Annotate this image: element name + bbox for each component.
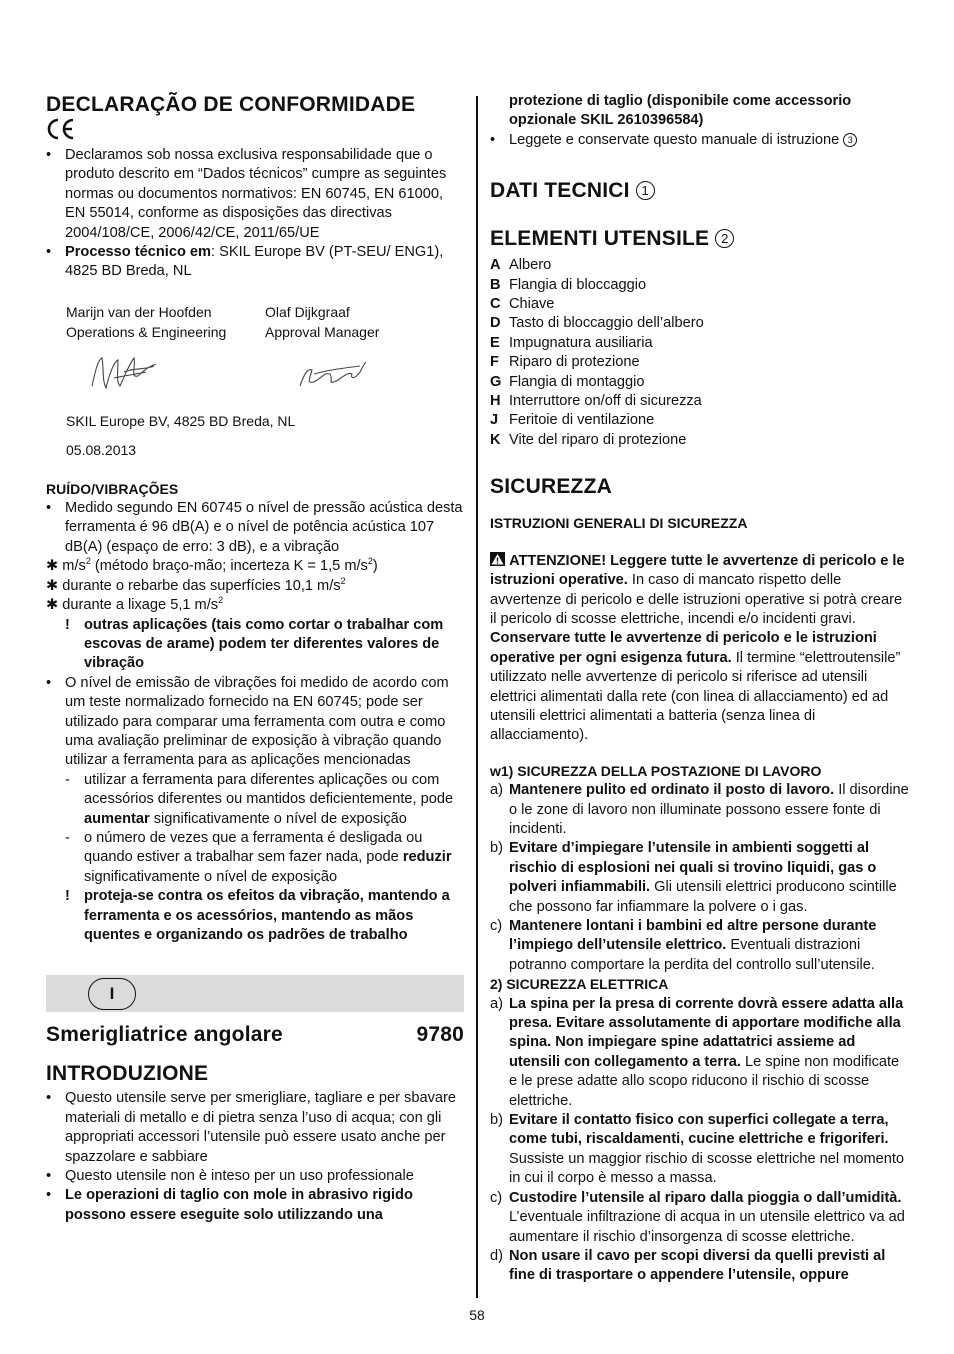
part-item [490,276,910,295]
signatory-2-role: Approval Manager [265,323,380,340]
part-item [490,411,910,430]
part-key: G [490,373,502,390]
part-label: Interruttore on/off di sicurezza [509,393,702,410]
signatory-2-name: Olaf Dijkgraaf [265,303,350,320]
part-label: Vite del riparo di protezione [509,431,687,448]
vibration-warning-2: ! proteja-se contra os efeitos da vibração, mantendo a ferramenta e os acessórios, mantendo as mãos quentes e organizando os padrões de trabalho [65,888,450,943]
part-item [490,431,910,450]
work-area-item: a) Mantenere pulito ed ordinato il posto di lavoro. Il disordine o le zone di lavoro non illuminate possono essere fonte di incidenti. [490,782,909,837]
vibration-dash-1: - utilizar a ferramenta para diferentes aplicações ou com acessórios diferentes ou mantidos deficientemente, pode aumentar significativamente o nível de exposição [65,771,454,827]
electrical-safety-item: d) Non usare il cavo per scopi diversi da quelli previsti al fine di trasportare o appendere l’utensile, oppure [490,1247,886,1284]
part-label: Flangia di montaggio [509,373,645,390]
vibration-bullet: • O nível de emissão de vibrações foi medido de acordo com um teste normalizado fornecido na EN 60745; pode ser utilizado para comparar uma ferramenta com outra e como uma avaliação preliminar de exposição à vibração quando utilizar a ferramenta para as aplicações mencionadas - utilizar a ferramenta para diferentes aplicações ou com acessórios diferentes ou mantidos deficientemente, pode aumentar significativamente o nível de exposição - o número de vezes que a ferramenta é desligada ou quando estiver a trabalhar sem fazer nada, pode reduzir significativamente o nível de exposição ! proteja-se contra os efeitos da vibração, mantendo a ferramenta e os acessórios, mantendo as mãos quentes e organizando os padrões de trabalho [46,674,464,946]
signatory-1-role: Operations & Engineering [66,323,227,340]
page-number: 58 [469,1307,485,1323]
declaration-title: DECLARAÇÃO DE CONFORMIDADE [46,93,416,116]
warning-icon [490,552,505,566]
part-key: E [490,334,500,351]
work-area-item: c) Mantenere lontani i bambini ed altre persone durante l’impiego dell’utensile elettrico. Eventuali distrazioni potranno comportare la perdita del controllo sull’utensile. [490,918,877,973]
company-line: SKIL Europe BV, 4825 BD Breda, NL [66,412,296,429]
part-key: D [490,315,501,332]
declaration-date: 05.08.2013 [66,442,137,459]
product-heading [46,1022,464,1048]
vibration-value-2: ✱ durante o rebarbe das superfícies 10,1 $m/s^2$ [46,575,346,594]
electrical-safety-item: a) La spina per la presa di corrente dovrà essere adatta alla presa. Evitare assolutamente di apportare modifiche alla spina. Non impiegare spine adattatrici assieme ad utensili con collegamento a terra. Le spine non modificate e le prese adatte allo scopo riducono il rischio di scosse elettriche. [490,995,904,1109]
electrical-safety-item: b) Evitare il contatto fisico con superfici collegate a terra, come tubi, riscaldamenti, cucine elettriche e frigoriferi. Sussiste un maggior rischio di scosse elettriche nel momento in cui il corpo è messo a massa. [490,1112,905,1187]
intro-title: INTRODUZIONE [46,1062,209,1086]
noise-title: RUÍDO/VIBRAÇÕES [46,480,179,497]
safety-title: SICUREZZA [490,475,612,499]
signature-1-image [84,348,164,398]
work-area-list [490,781,910,975]
part-label: Chiave [509,296,555,313]
intro-bullet-1: • Questo utensile serve per smerigliare, tagliare e per sbavare materiali di metallo e di pietra senza l’uso di acqua; con gli appropriati accessori l’utensile può essere usato anche per spazzolare e sabbiare [46,1089,464,1167]
signatures [46,342,464,412]
signature-2-image [294,356,374,396]
part-label: Riparo di protezione [509,354,640,371]
part-key: C [490,296,501,313]
electrical-safety-title: 2) SICUREZZA ELETTRICA [490,976,669,993]
work-area-title: w1) SICUREZZA DELLA POSTAZIONE DI LAVORO [490,762,822,779]
part-key: H [490,393,501,410]
part-label: Tasto di bloccaggio dell’albero [509,315,704,332]
electrical-safety-item: c) Custodire l’utensile al riparo dalla pioggia o dall’umidità. L’eventuale infiltrazione di acqua in un utensile elettrico va ad aumentare il rischio d’insorgenza di scosse elettriche. [490,1189,905,1245]
parts-list [490,256,910,450]
signatory-1-name: Marijn van der Hoofden [66,303,212,320]
warning-paragraph: ATTENZIONE! Leggere tutte le avvertenze di pericolo e le istruzioni operative. In caso di mancato rispetto delle avvertenze di pericolo e delle istruzioni operative si potrà creare il pericolo di scosse elettriche, incendi e/o incidenti gravi. Conservare tutte le avvertenze di pericolo e le istruzioni operative per ogni esigenza futura. Il termine “elettroutensile” utilizzato nelle avvertenze di pericolo si riferisce ad utensili elettrici alimentati dalla rete (con linea di allacciamento) ed ad utensili elettrici alimentati a batteria (senza linea di allacciamento). [490,552,905,744]
tool-elements-title: ELEMENTI UTENSILE 2 [490,226,910,252]
part-item [490,256,910,275]
part-item [490,392,910,411]
part-item [490,334,910,353]
left-column [46,92,464,1225]
part-key: J [490,412,499,429]
part-label: Feritoie di ventilazione [509,412,655,429]
product-code: 9780 [416,1023,464,1047]
vibration-value-3: ✱ durante a lixage 5,1 $m/s^2$ [46,595,224,614]
intro-bullet-3-continued: protezione di taglio (disponibile come accessorio opzionale SKIL 2610396584) [509,93,852,129]
language-bar [46,975,464,1012]
part-label: Flangia di bloccaggio [509,276,647,293]
part-item [490,295,910,314]
part-item [490,314,910,333]
part-key: K [490,431,501,448]
general-safety-title: ISTRUZIONI GENERALI DI SICUREZZA [490,515,748,532]
product-name: Smerigliatrice angolare [46,1023,283,1047]
part-key: A [490,257,501,274]
vibration-value-1: ✱ $m/s^2$ (método braço-mão; incerteza K = 1,5 $m/s^2$) [46,556,378,575]
vibration-warning-1: ! outras aplicações (tais como cortar o trabalhar com escovas de arame) podem ter diferentes valores de vibração [65,616,444,672]
intro-bullet-3: • Le operazioni di taglio con mole in abrasivo rigido possono essere eseguite solo utilizzando una [46,1186,464,1225]
technical-data-title: DATI TECNICI 1 [490,178,910,204]
part-item [490,373,910,392]
ce-mark-icon [46,118,76,140]
manual-bullet: • Leggete e conservate questo manuale di istruzione 3 [490,131,910,150]
noise-bullet: • Medido segundo EN 60745 o nível de pressão acústica desta ferramenta é 96 dB(A) e o nível de potência acústica 107 dB(A) (espaço de erro: 3 dB), e a vibração ✱ $m/s^2$ (método braço-mão; incerteza K = 1,5 $m/s^2$) ✱ durante o rebarbe das superfícies 10,1 $m/s^2$ ✱ durante a lixage 5,1 $m/s^2$ ! outras aplicações (tais como cortar o trabalhar com escovas de arame) podem ter diferentes valores de vibração [46,499,464,674]
part-label: Albero [509,257,552,274]
part-item [490,353,910,372]
declaration-bullet: • Declaramos sob nossa exclusiva responsabilidade que o produto descrito em “Dados técnicos” cumpre as seguintes normas ou documentos normativos: EN 60745, EN 61000, EN 55014, conforme as disposições das directivas 2004/108/CE, 2006/42/CE, 2011/65/UE [46,146,464,243]
column-divider [476,96,478,1298]
part-key: F [490,354,499,371]
part-label: Impugnatura ausiliaria [509,334,653,351]
technical-file-bullet: • Processo técnico em: SKIL Europe BV (PT-SEU/ ENG1), 4825 BD Breda, NL [46,243,464,282]
vibration-dash-2: - o número de vezes que a ferramenta é desligada ou quando estiver a trabalhar sem fazer nada, pode reduzir significativamente o nível de exposição [65,829,452,885]
ce-mark [46,118,464,144]
part-key: B [490,276,501,293]
language-code-badge: I [88,978,136,1010]
electrical-safety-list [490,995,910,1286]
right-column [490,92,910,1286]
signatories [46,302,464,342]
work-area-item: b) Evitare d’impiegare l’utensile in ambienti soggetti al rischio di esplosioni nei quali si trovino liquidi, gas o polveri infiammabili. Gli utensili elettrici producono scintille che possono far infiammare la polvere o i gas. [490,840,897,915]
intro-bullet-2: • Questo utensile non è inteso per un uso professionale [46,1167,464,1186]
